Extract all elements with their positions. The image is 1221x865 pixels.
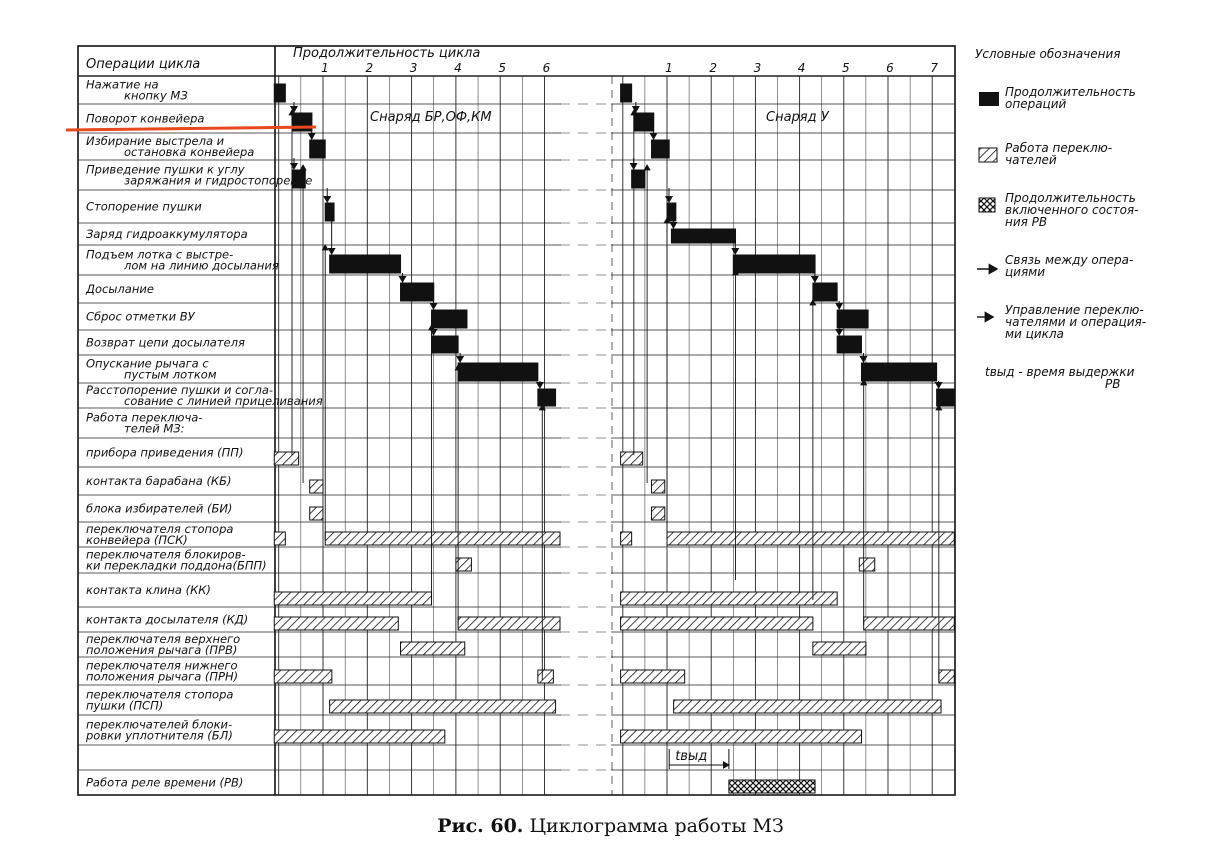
bar-right-sw: [621, 532, 632, 545]
tick-label-right: 5: [841, 61, 850, 75]
header-operations: Операции цикла: [86, 57, 201, 72]
row-label: Возврат цепи досылателя: [86, 335, 245, 350]
bar-right-op: [621, 84, 632, 102]
legend-text: РВ: [1105, 377, 1121, 391]
bar-left-op: [310, 140, 326, 158]
bar-right-rv: [729, 780, 815, 793]
bar-right-op: [634, 113, 654, 131]
bar-right-op: [937, 389, 955, 406]
row-label: Расстопорение пушки и согла-: [86, 383, 274, 397]
bar-right-sw: [859, 558, 874, 571]
bar-right-sw: [621, 730, 862, 743]
row-label: пустым лотком: [124, 367, 217, 382]
row-label: Заряд гидроаккумулятора: [86, 227, 248, 241]
annotation-left-projectile: Снаряд БР,ОФ,КМ: [370, 110, 492, 125]
text-layer: [66, 46, 938, 790]
header-duration: Продолжительность цикла: [293, 46, 481, 61]
row-label: Работа реле времени (РВ): [86, 775, 244, 790]
row-label: переключателя верхнего: [86, 632, 241, 646]
row-label: Избирание выстрела и: [86, 134, 225, 148]
legend-swatch-switch: [979, 148, 997, 162]
legend-text: включенного состоя-: [1005, 203, 1139, 217]
tick-label-left: 1: [321, 61, 329, 75]
bar-right-op: [733, 255, 815, 273]
row-label: положения рычага (ПРВ): [86, 643, 238, 657]
bar-right-sw: [674, 700, 941, 713]
bar-right-op: [837, 336, 861, 353]
tick-label-left: 5: [498, 61, 507, 75]
legend-text: ния РВ: [1005, 215, 1048, 229]
legend-text: Продолжительность: [1005, 85, 1136, 99]
bar-left-sw: [458, 617, 560, 630]
bar-right-sw: [939, 670, 954, 683]
bar-left-op: [538, 389, 556, 406]
row-label: переключателя стопора: [86, 522, 234, 536]
row-label: контакта досылателя (КД): [86, 612, 249, 627]
annotation-right-projectile: Снаряд У: [766, 110, 829, 125]
row-label: положения рычага (ПРН): [86, 669, 239, 684]
bar-left-sw: [310, 507, 323, 520]
bar-left-op: [325, 203, 334, 221]
tick-label-right: 2: [709, 61, 718, 75]
break-gap: [561, 77, 611, 794]
legend-text: операций: [1005, 97, 1067, 111]
bar-left-sw: [330, 700, 556, 713]
row-label: переключателя стопора: [86, 687, 234, 702]
bar-left-sw: [274, 617, 398, 630]
bar-right-op: [667, 203, 676, 221]
row-label: контакта клина (КК): [86, 583, 211, 597]
row-label: прибора приведения (ПП): [86, 445, 244, 460]
row-label: телей МЗ:: [124, 421, 185, 436]
legend-text: циями: [1005, 265, 1046, 279]
bar-right-op: [671, 229, 735, 243]
row-label: Досылание: [86, 282, 154, 296]
row-label: кнопку МЗ: [124, 88, 188, 103]
row-label: сование с линией прицеливания: [124, 394, 323, 408]
legend-swatch-operation: [979, 92, 999, 106]
row-label: Нажатие на: [86, 77, 159, 92]
legend-header: Условные обозначения: [975, 47, 1121, 61]
bar-left-sw: [274, 670, 332, 683]
tick-label-right: 3: [753, 61, 762, 75]
legend-text: tвыд - время выдержки: [985, 365, 1135, 379]
row-label: переключателя нижнего: [86, 658, 238, 673]
legend-swatch-rv: [979, 198, 995, 212]
bar-right-sw: [621, 617, 813, 630]
bar-left-op: [432, 310, 467, 328]
tick-label-right: 1: [665, 61, 673, 75]
bar-right-sw: [864, 617, 955, 630]
row-label: Опускание рычага с: [86, 356, 209, 371]
legend-text: Работа переклю-: [1005, 141, 1113, 155]
bar-right-sw: [652, 507, 665, 520]
row-label: Работа переключа-: [86, 410, 203, 425]
tick-label-right: 7: [930, 61, 939, 75]
row-label: ровки уплотнителя (БЛ): [86, 728, 233, 743]
bar-left-op: [401, 283, 434, 301]
legend: [975, 47, 1146, 391]
tick-label-left: 4: [454, 61, 462, 75]
bar-left-op: [274, 84, 285, 102]
bar-right-sw: [813, 642, 866, 655]
tick-label-right: 4: [797, 61, 806, 75]
bar-right-sw: [652, 480, 665, 493]
legend-text: чателями и операция-: [1005, 315, 1147, 329]
bar-left-op: [432, 336, 459, 353]
bar-left-sw: [274, 452, 298, 465]
bar-right-op: [813, 283, 837, 301]
row-label: ки перекладки поддона(БПП): [86, 558, 267, 573]
bar-left-sw: [274, 730, 445, 743]
bar-left-sw: [310, 480, 323, 493]
row-label: лом на линию досылания: [124, 258, 279, 273]
row-label: Сброс отметки ВУ: [86, 309, 195, 324]
caption-text: Циклограмма работы МЗ: [529, 815, 784, 837]
bar-left-sw: [538, 670, 554, 683]
row-label: пушки (ПСП): [86, 698, 164, 713]
bar-right-op: [837, 310, 868, 328]
row-label: переключателей блоки-: [86, 717, 233, 732]
legend-text: Продолжительность: [1005, 191, 1136, 205]
legend-text: чателей: [1005, 153, 1057, 167]
figure-caption: [0, 815, 1221, 837]
row-label: контакта барабана (КБ): [86, 474, 232, 488]
bar-right-sw: [667, 532, 954, 545]
bar-left-op: [458, 363, 538, 381]
tick-label-left: 6: [542, 61, 551, 75]
row-label: заряжания и гидростопорение: [124, 173, 313, 188]
caption-prefix: Рис. 60.: [437, 815, 524, 837]
bar-left-op: [330, 255, 401, 273]
legend-text: Связь между опера-: [1005, 253, 1134, 267]
legend-text: Управление переклю-: [1005, 303, 1144, 317]
bar-left-sw: [274, 592, 431, 605]
bar-right-sw: [621, 670, 685, 683]
row-label: конвейера (ПСК): [86, 533, 188, 547]
bar-right-sw: [621, 592, 838, 605]
bar-right-sw: [621, 452, 643, 465]
bar-left-sw: [325, 532, 560, 545]
bar-right-op: [861, 363, 936, 381]
bar-left-sw: [274, 532, 285, 545]
tick-label-left: 2: [365, 61, 374, 75]
row-label: Поворот конвейера: [86, 111, 205, 126]
row-label: Подъем лотка с выстре-: [86, 247, 234, 262]
row-label: Приведение пушки к углу: [86, 162, 245, 177]
bar-right-op: [652, 140, 670, 158]
tick-label-left: 3: [409, 61, 418, 75]
row-label: остановка конвейера: [124, 145, 255, 159]
bar-left-sw: [401, 642, 465, 655]
row-label: Стопорение пушки: [86, 199, 202, 214]
legend-text: ми цикла: [1005, 327, 1064, 341]
row-label: блока избирателей (БИ): [86, 501, 233, 516]
tick-label-right: 6: [886, 61, 894, 75]
tvyd-label: tвыд: [675, 749, 708, 764]
row-label: переключателя блокиров-: [86, 547, 246, 562]
